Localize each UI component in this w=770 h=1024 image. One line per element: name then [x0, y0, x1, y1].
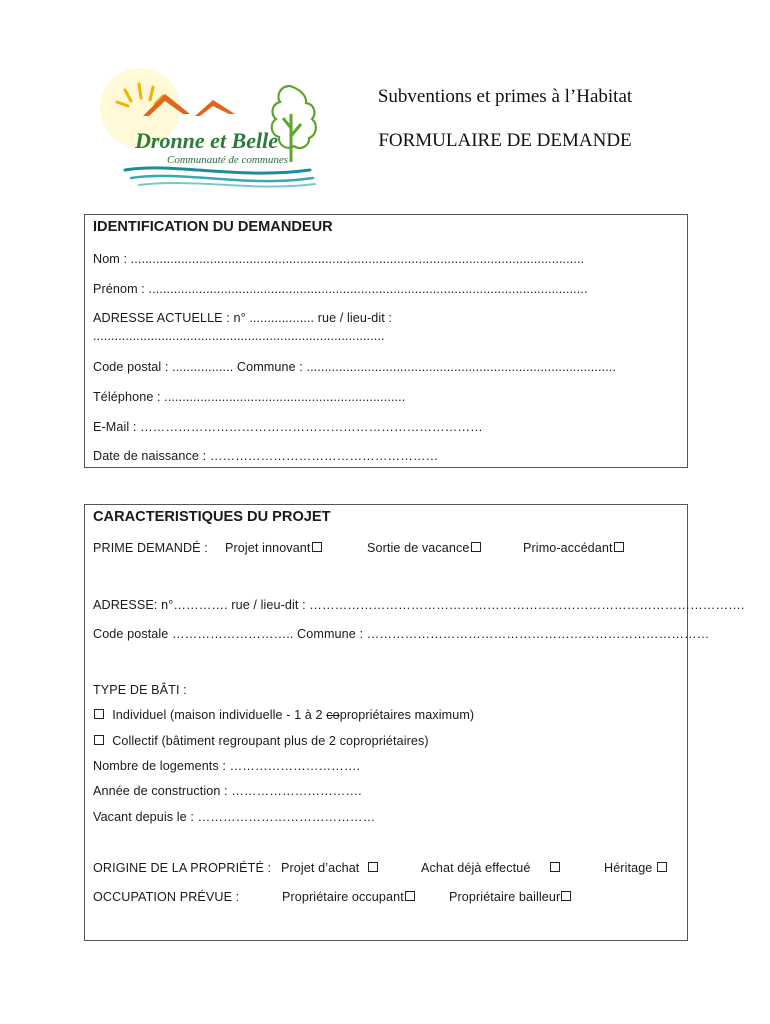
collectif-label: Collectif (bâtiment regroupant plus de 2 copropriétaires)	[112, 734, 429, 748]
individuel-label: Individuel (maison individuelle - 1 à 2	[112, 708, 327, 722]
checkbox-icon[interactable]	[312, 542, 322, 552]
prime-option-primo-accedant[interactable]	[523, 541, 625, 555]
nom-field[interactable]: Nom : ..............................................................................................................................	[93, 252, 585, 266]
adresse-actuelle-continuation[interactable]: .................................................................................	[93, 329, 385, 343]
checkbox-icon[interactable]	[561, 891, 571, 901]
origine-option-label: Héritage	[604, 861, 653, 875]
occupation-option-bailleur[interactable]	[449, 890, 572, 904]
identification-title: IDENTIFICATION DU DEMANDEUR	[93, 219, 333, 235]
checkbox-icon[interactable]	[550, 862, 560, 872]
annee-construction-field[interactable]: Année de construction : ………………………….	[93, 784, 362, 798]
prime-demande-label: PRIME DEMANDÉ :	[93, 541, 208, 555]
projet-section	[84, 504, 745, 941]
email-field[interactable]: E-Mail : ………………………………………………………………………	[93, 420, 483, 434]
date-naissance-field[interactable]: Date de naissance : ………………………………………………	[93, 449, 439, 463]
origine-option-projet-achat[interactable]	[281, 861, 379, 875]
nombre-logements-field[interactable]: Nombre de logements : ………………………….	[93, 759, 361, 773]
origine-option-heritage[interactable]	[604, 861, 668, 875]
origine-option-label: Achat déjà effectué	[421, 861, 531, 875]
individuel-strike: co	[326, 708, 340, 722]
prime-option-label: Projet innovant	[225, 541, 311, 555]
prime-option-label: Sortie de vacance	[367, 541, 470, 555]
document-header	[340, 84, 670, 154]
checkbox-icon[interactable]	[405, 891, 415, 901]
tree-icon	[272, 86, 316, 162]
document-title: Subventions et primes à l’Habitat	[377, 86, 633, 107]
checkbox-icon[interactable]	[471, 542, 481, 552]
river-waves-icon	[125, 168, 315, 187]
identification-section	[84, 214, 688, 468]
individuel-label-end: propriétaires maximum)	[339, 708, 475, 722]
prime-option-projet-innovant[interactable]	[225, 541, 323, 555]
type-bati-label: TYPE DE BÂTI :	[93, 683, 187, 697]
prenom-field[interactable]: Prénom : ..........................................................................................................................	[93, 282, 588, 296]
telephone-field[interactable]: Téléphone : ...................................................................	[93, 390, 406, 404]
origine-propriete-label: ORIGINE DE LA PROPRIÉTÉ :	[93, 861, 272, 875]
checkbox-icon[interactable]	[94, 735, 104, 745]
occupation-option-label: Propriétaire occupant	[282, 890, 404, 904]
origine-option-label: Projet d’achat	[281, 861, 360, 875]
checkbox-icon[interactable]	[368, 862, 378, 872]
document-subtitle: FORMULAIRE DE DEMANDE	[378, 130, 632, 151]
projet-adresse-field[interactable]: ADRESSE: n°…………. rue / lieu-dit : ………………………………………………………………………………………….	[93, 598, 745, 612]
checkbox-icon[interactable]	[94, 709, 104, 719]
dronne-et-belle-logo	[95, 66, 320, 190]
type-bati-collectif[interactable]	[93, 734, 429, 748]
logo-name: Dronne et Belle	[135, 128, 278, 153]
adresse-actuelle-field[interactable]: ADRESSE ACTUELLE : n° .................. rue / lieu-dit :	[93, 311, 393, 325]
projet-title: CARACTERISTIQUES DU PROJET	[93, 509, 331, 525]
checkbox-icon[interactable]	[657, 862, 667, 872]
vacant-depuis-field[interactable]: Vacant depuis le : ……………………………………	[93, 810, 376, 824]
projet-code-postale-field[interactable]: Code postale ……………………….. Commune : ………………………………………………………………………	[93, 627, 710, 641]
code-postal-commune-field[interactable]: Code postal : ................. Commune : ......................................................................................	[93, 360, 616, 374]
type-bati-individuel[interactable]	[93, 708, 474, 722]
occupation-option-occupant[interactable]	[282, 890, 416, 904]
origine-option-achat-effectue[interactable]	[421, 861, 561, 875]
checkbox-icon[interactable]	[614, 542, 624, 552]
occupation-prevue-label: OCCUPATION PRÉVUE :	[93, 890, 240, 904]
prime-option-label: Primo-accédant	[523, 541, 613, 555]
logo-subtitle: Communauté de communes	[167, 154, 288, 166]
prime-option-sortie-de-vacance[interactable]	[367, 541, 482, 555]
occupation-option-label: Propriétaire bailleur	[449, 890, 561, 904]
